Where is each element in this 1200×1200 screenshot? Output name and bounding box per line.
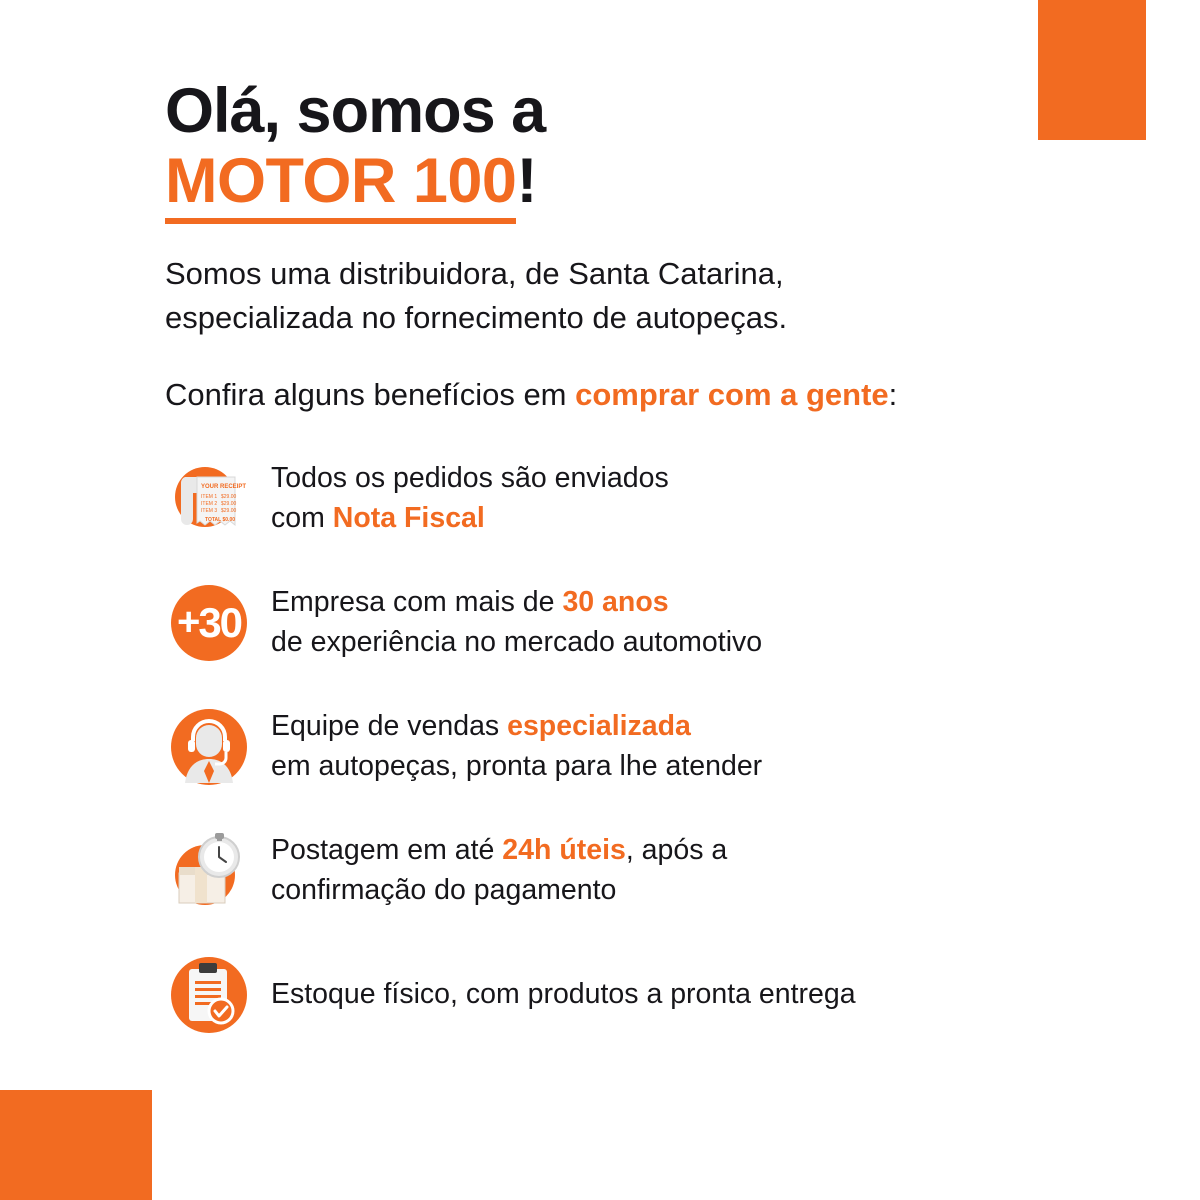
benefits-lead-prefix: Confira alguns benefícios em xyxy=(165,376,576,412)
benefit-3-line1-prefix: Equipe de vendas xyxy=(271,710,508,743)
benefit-item-estoque xyxy=(165,951,1125,1039)
benefit-1-line2-prefix: com xyxy=(271,501,333,534)
headset-agent-icon xyxy=(165,703,253,791)
benefit-text-equipe xyxy=(271,707,762,786)
svg-text:ITEM 3: ITEM 3 xyxy=(201,507,218,514)
benefit-4-highlight: 24h úteis xyxy=(502,834,626,867)
benefit-text-nota-fiscal xyxy=(271,459,669,538)
svg-text:YOUR RECEIPT: YOUR RECEIPT xyxy=(201,483,247,490)
benefit-list xyxy=(165,455,1125,1039)
package-stopwatch-icon xyxy=(165,827,253,915)
benefit-3-highlight: especializada xyxy=(507,710,691,743)
svg-text:$29.00: $29.00 xyxy=(221,493,237,500)
benefit-text-30-anos xyxy=(271,583,762,662)
svg-text:$29.00: $29.00 xyxy=(221,500,237,507)
page-title-line1: Olá, somos a xyxy=(165,76,546,146)
svg-text:$29.00: $29.00 xyxy=(221,507,237,514)
page-title-line2 xyxy=(165,144,1125,218)
benefits-lead xyxy=(165,377,1125,413)
benefit-item-30-anos xyxy=(165,579,1125,667)
benefit-5-line1: Estoque físico, com produtos a pronta entrega xyxy=(271,977,856,1010)
package-stopwatch-icon-svg xyxy=(165,827,253,915)
brand-exclamation: ! xyxy=(516,146,537,217)
intro-line2: especializada no fornecimento de autopeças. xyxy=(165,300,788,336)
benefit-item-equipe xyxy=(165,703,1125,791)
svg-text:ITEM 1: ITEM 1 xyxy=(201,493,218,500)
benefits-lead-highlight: comprar com a gente xyxy=(575,376,889,412)
brand-name: MOTOR 100 xyxy=(165,146,516,224)
plus-sign: + xyxy=(176,600,199,644)
benefit-item-postagem xyxy=(165,827,1125,915)
plus-thirty-icon xyxy=(165,579,253,667)
intro-line1: Somos uma distribuidora, de Santa Catarina, xyxy=(165,256,784,292)
receipt-icon-svg xyxy=(165,455,253,543)
benefit-item-nota-fiscal xyxy=(165,455,1125,543)
intro-paragraph xyxy=(165,252,1125,340)
benefit-2-highlight: 30 anos xyxy=(562,586,669,619)
benefit-4-line1-suffix: , após a xyxy=(625,834,728,867)
clipboard-check-icon xyxy=(165,951,253,1039)
benefit-1-line1: Todos os pedidos são enviados xyxy=(271,462,669,495)
benefit-1-highlight: Nota Fiscal xyxy=(332,501,485,534)
benefits-lead-suffix: : xyxy=(888,376,898,412)
benefit-3-line2: em autopeças, pronta para lhe atender xyxy=(271,749,763,782)
thirty-number: 30 xyxy=(198,598,242,646)
benefit-text-estoque xyxy=(271,975,856,1014)
bottom-left-square xyxy=(0,1090,152,1200)
benefit-4-line1-prefix: Postagem em até xyxy=(271,834,503,867)
svg-text:TOTAL $0.00: TOTAL $0.00 xyxy=(205,516,236,523)
headset-agent-icon-svg xyxy=(165,703,253,791)
receipt-icon xyxy=(165,455,253,543)
benefit-text-postagem xyxy=(271,831,727,910)
clipboard-check-icon-svg xyxy=(165,951,253,1039)
benefit-4-line2: confirmação do pagamento xyxy=(271,873,617,906)
plus-thirty-label xyxy=(165,579,253,667)
svg-text:ITEM 2: ITEM 2 xyxy=(201,500,218,507)
benefit-2-line1-prefix: Empresa com mais de xyxy=(271,586,563,619)
content-area xyxy=(165,78,1125,1039)
benefit-2-line2: de experiência no mercado automotivo xyxy=(271,625,763,658)
